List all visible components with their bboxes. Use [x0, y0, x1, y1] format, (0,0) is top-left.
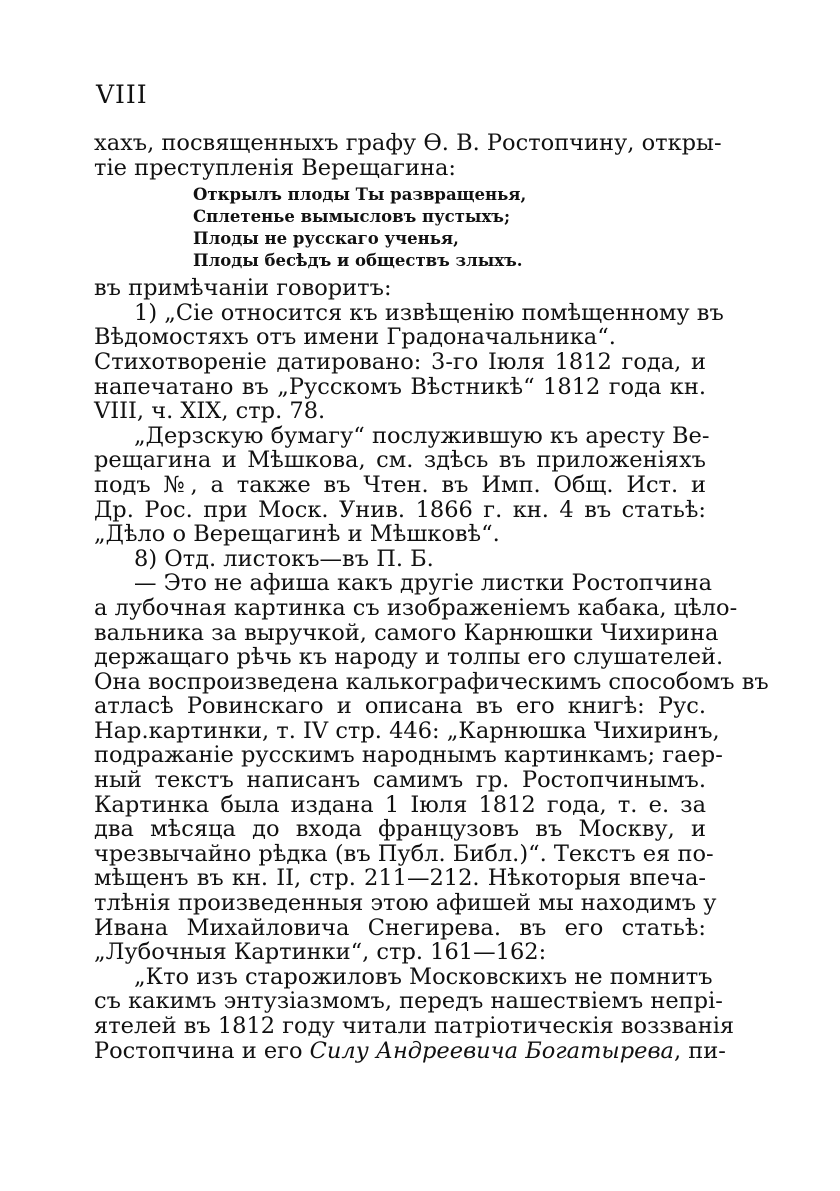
text-line: Др. Рос. при Моск. Унив. 1866 г. кн. 4 въ статьѣ:	[94, 496, 706, 523]
text-line: а лубочная картинка съ изображеніемъ кабака, цѣло-	[94, 594, 738, 621]
text-line: Стихотвореніе датировано: 3-го Іюля 1812 года, и	[94, 348, 706, 375]
text-line: ятелей въ 1812 году читали патріотическія воззванія	[94, 1013, 735, 1039]
text-line: Она воспроизведена калькографическимъ способомъ въ	[94, 668, 769, 695]
text-line: тлѣнія произведенныя этою афишей мы находимъ у	[94, 890, 717, 917]
text-line: — Это не афиша какъ другіе листки Ростопчина	[134, 570, 713, 597]
text-line: рещагина и Мѣшкова, см. здѣсь въ приложеніяхъ	[94, 447, 706, 474]
text-line: Картинка была издана 1 Іюля 1812 года, т. е. за	[94, 791, 706, 818]
text-line: VIII, ч. XIX, стр. 78.	[94, 398, 326, 425]
verse-line: Плоды не русскаго ученья,	[193, 229, 459, 249]
body-text	[94, 130, 769, 1064]
italic-title: Силу Андреевича Богатырева	[309, 1037, 674, 1064]
text-line: съ какимъ энтузіазмомъ, передъ нашествіемъ непрі-	[94, 988, 723, 1015]
text-line: держащаго рѣчь къ народу и толпы его слушателей.	[94, 644, 724, 671]
text-line: 1) „Сіе относится къ извѣщенію помѣщенному въ	[134, 299, 724, 326]
text-line: чрезвычайно рѣдка (въ Публ. Библ.)“. Текстъ ея по-	[94, 840, 714, 867]
text-line: хахъ, посвященныхъ графу Ѳ. В. Ростопчину, откры-	[94, 130, 722, 156]
text-line: „Дерзскую бумагу“ послужившую къ аресту Ве-	[134, 422, 710, 449]
text-fragment: , пи-	[673, 1037, 726, 1064]
text-line: Вѣдомостяхъ отъ имени Градоначальника“.	[94, 324, 616, 351]
verse-line: Сплетенье вымысловъ пустыхъ;	[193, 207, 511, 227]
text-line: атласѣ Ровинскаго и описана въ его книгѣ: Рус.	[94, 693, 706, 720]
text-line: подражаніе русскимъ народнымъ картинкамъ; гаер-	[94, 742, 723, 769]
text-line: подъ №, а также въ Чтен. въ Имп. Общ. Ист. и	[94, 471, 706, 498]
text-line: ный текстъ написанъ самимъ гр. Ростопчинымъ.	[94, 767, 706, 794]
text-fragment: Ростопчина и его	[94, 1037, 310, 1064]
text-line: „Кто изъ старожиловъ Московскихъ не помнитъ	[134, 963, 713, 990]
text-line: напечатано въ „Русскомъ Вѣстникѣ“ 1812 года кн.	[94, 373, 706, 400]
text-line: „Дѣло о Верещагинѣ и Мѣшковѣ“.	[94, 521, 500, 548]
verse-quote	[193, 184, 706, 272]
text-line: два мѣсяца до входа французовъ въ Москву, и	[94, 816, 706, 843]
page-number: VIII	[96, 80, 148, 109]
text-line: вальника за выручкой, самого Карнюшки Чихирина	[94, 619, 719, 646]
text-line-final	[94, 1037, 726, 1064]
text-line: Ивана Михайловича Снегирева. въ его статьѣ:	[94, 914, 706, 941]
text-line: „Лубочныя Картинки“, стр. 161—162:	[94, 939, 547, 966]
text-line: мѣщенъ въ кн. II, стр. 211—212. Нѣкоторыя впеча-	[94, 865, 706, 892]
verse-line: Открылъ плоды Ты развращенья,	[193, 185, 527, 205]
text-line: Нар.картинки, т. IV стр. 446: „Карнюшка Чихиринъ,	[94, 717, 720, 744]
text-line: тіе преступленія Верещагина:	[94, 154, 456, 181]
text-line: въ примѣчаніи говоритъ:	[94, 275, 392, 302]
verse-line: Плоды бесѣдъ и обществъ злыхъ.	[193, 251, 523, 271]
text-line: 8) Отд. листокъ—въ П. Б.	[134, 545, 434, 572]
